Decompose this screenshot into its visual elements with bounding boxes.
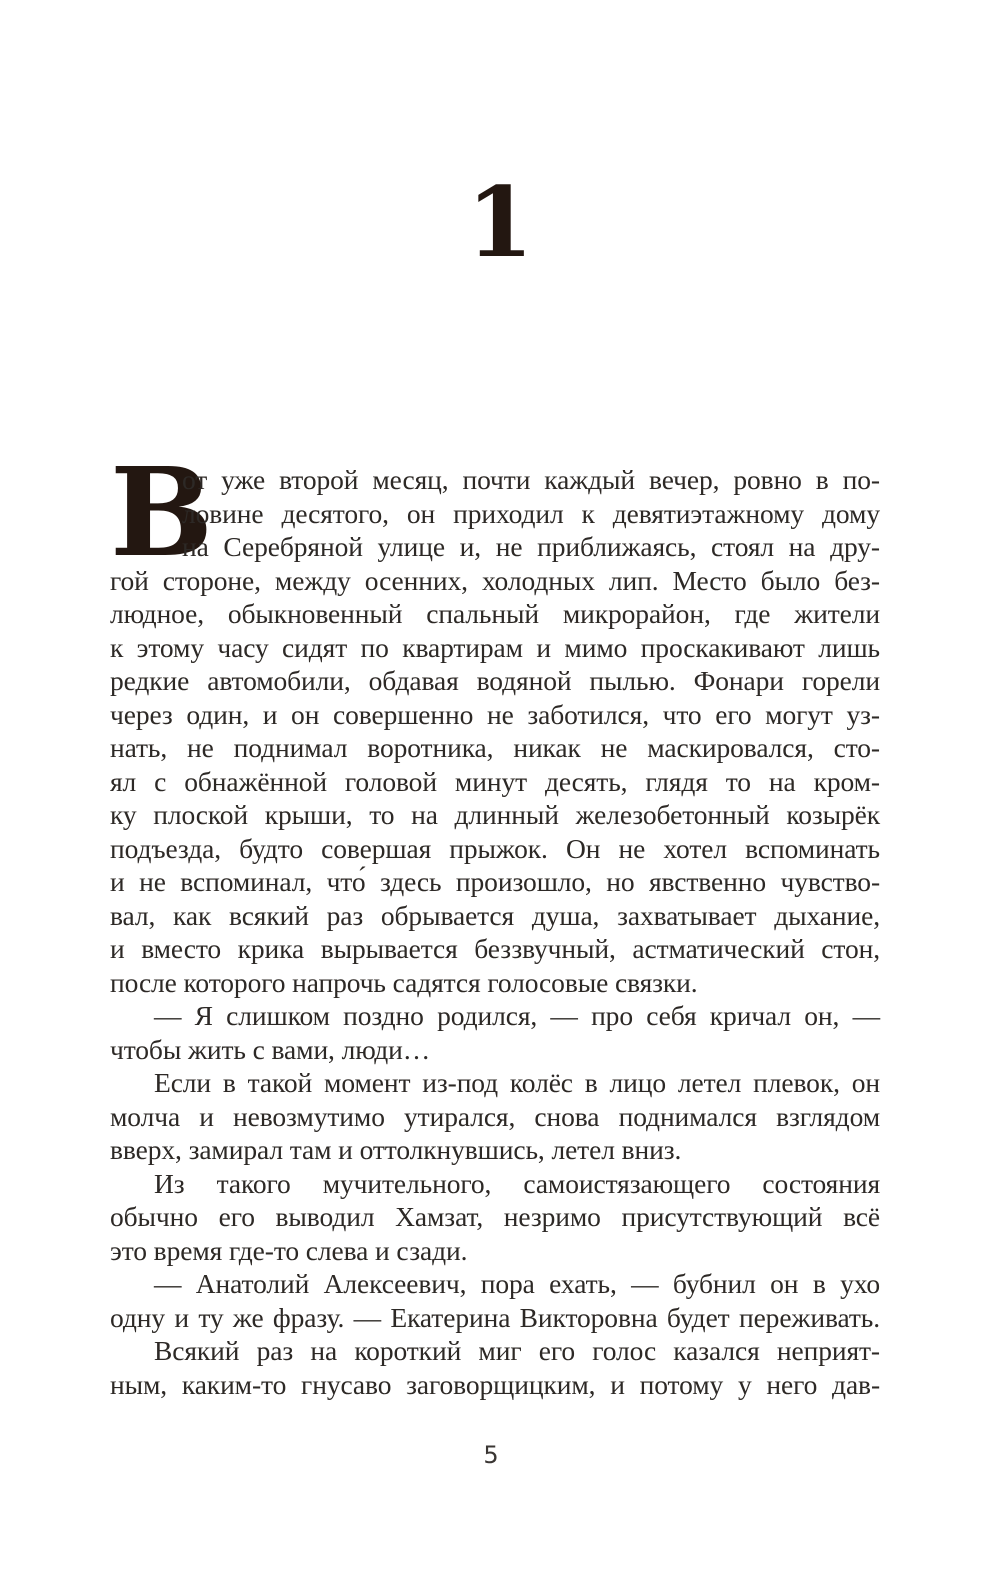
text-line: подъезда, будто совершая прыжок. Он не хотел вспоминать: [110, 832, 880, 864]
text-line: вал, как всякий раз обрывается душа, захватывает дыхание,: [110, 899, 880, 931]
text-line: и не вспоминал, что́ здесь произошло, но явственно чувство-: [110, 866, 880, 897]
text-line: ловине десятого, он приходил к девятиэтажному дому: [182, 497, 880, 529]
drop-cap: В: [110, 440, 214, 584]
text-line: вверх, замирал там и оттолкнувшись, летел вниз.: [110, 1134, 682, 1165]
text-line: через один, и он совершенно не заботился, что его могут уз-: [110, 698, 880, 730]
text-line: ку плоской крыши, то на длинный железобетонный козырёк: [110, 799, 880, 830]
text-line: ял с обнажённой головой минут десять, глядя то на кром-: [110, 765, 880, 797]
text-line: Всякий раз на короткий миг его голос казался неприят-: [154, 1335, 880, 1366]
text-line: от уже второй месяц, почти каждый вечер, ровно в по-: [182, 464, 880, 495]
chapter-number: 1: [466, 166, 534, 279]
text-line: это время где-то слева и сзади.: [110, 1234, 468, 1266]
text-line: людное, обыкновенный спальный микрорайон, где жители: [110, 598, 880, 629]
text-line: молча и невозмутимо утирался, снова поднимался взглядом: [110, 1100, 880, 1132]
text-line: — Анатолий Алексеевич, пора ехать, — бубнил он в ухо: [154, 1268, 880, 1299]
text-line: чтобы жить с вами, люди…: [110, 1033, 431, 1065]
text-line: после которого напрочь садятся голосовые связки.: [110, 966, 698, 998]
body-text: [110, 440, 880, 1401]
text-line: Из такого мучительного, самоистязающего состояния: [154, 1167, 880, 1199]
text-line: на Серебряной улице и, не приближаясь, стоял на дру-: [182, 531, 880, 562]
text-line: редкие автомобили, обдавая водяной пылью. Фонари горели: [110, 665, 880, 696]
text-line: гой стороне, между осенних, холодных лип. Место было без-: [110, 564, 880, 596]
text-line: Если в такой момент из-под колёс в лицо летел плевок, он: [154, 1067, 880, 1098]
text-line: и вместо крика вырывается беззвучный, астматический стон,: [110, 933, 880, 964]
text-line: ным, каким-то гнусаво заговорщицким, и потому у него дав-: [110, 1368, 880, 1400]
text-line: к этому часу сидят по квартирам и мимо проскакивают лишь: [110, 631, 880, 663]
page-number: 5: [483, 1441, 499, 1469]
text-line: одну и ту же фразу. — Екатерина Викторовна будет переживать.: [110, 1301, 880, 1333]
text-line: — Я слишком поздно родился, — про себя кричал он, —: [154, 1000, 880, 1031]
text-line: нать, не поднимал воротника, никак не маскировался, сто-: [110, 732, 880, 763]
text-line: обычно его выводил Хамзат, незримо присутствующий всё: [110, 1201, 880, 1232]
